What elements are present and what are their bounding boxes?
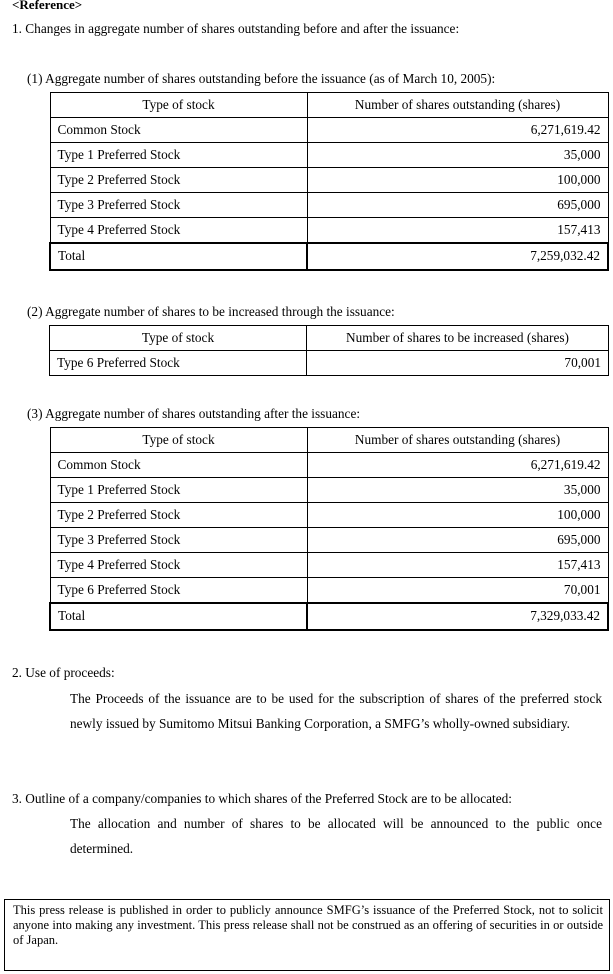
column-header-type: Type of stock: [50, 428, 307, 453]
table-row: [50, 193, 608, 218]
section1-heading: 1. Changes in aggregate number of shares outstanding before and after the issuance:: [12, 21, 460, 36]
stock-type-cell: Common Stock: [50, 453, 307, 478]
table-row: [50, 118, 608, 143]
column-header-type: Type of stock: [50, 326, 307, 351]
stock-type-cell: Type 2 Preferred Stock: [50, 503, 307, 528]
reference-label: <Reference>: [12, 0, 83, 12]
stock-type-cell: Type 1 Preferred Stock: [50, 143, 307, 168]
shares-cell: 35,000: [307, 143, 608, 168]
shares-cell: 157,413: [307, 218, 608, 243]
shares-increase-table: [49, 325, 609, 376]
total-row: [50, 243, 608, 270]
disclaimer-text: This press release is published in order to publicly announce SMFG’s issuance of the Preferred Stock, not to solicit anyone into making any investment. This press release shall not be construed as an offering of securities in or outside of Japan.: [13, 903, 603, 947]
table-row: [50, 168, 608, 193]
table-row: [50, 453, 608, 478]
table-row: [50, 578, 608, 603]
shares-cell: 695,000: [307, 528, 608, 553]
shares-cell: 6,271,619.42: [307, 453, 608, 478]
stock-type-cell: Type 4 Preferred Stock: [50, 218, 307, 243]
table-row: [50, 218, 608, 243]
shares-after-table: [49, 427, 609, 631]
stock-type-cell: Type 6 Preferred Stock: [50, 578, 307, 603]
stock-type-cell: Type 3 Preferred Stock: [50, 528, 307, 553]
table-row: [50, 478, 608, 503]
table-header-row: [50, 93, 608, 118]
table-header-row: [50, 326, 609, 351]
table-row: [50, 553, 608, 578]
shares-cell: 100,000: [307, 168, 608, 193]
column-header-type: Type of stock: [50, 93, 307, 118]
section2-text: The Proceeds of the issuance are to be used for the subscription of shares of the preferred stock newly issued by Sumitomo Mitsui Banking Corporation, a SMFG’s wholly-owned subsidiary.: [70, 691, 602, 731]
shares-cell: 6,271,619.42: [307, 118, 608, 143]
table-before-title: (1) Aggregate number of shares outstanding before the issuance (as of March 10, 2005):: [27, 71, 496, 86]
section2-heading: 2. Use of proceeds:: [12, 665, 115, 680]
table-row: [50, 503, 608, 528]
total-label: Total: [50, 243, 307, 270]
shares-before-table: [49, 92, 609, 271]
shares-cell: 70,001: [307, 578, 608, 603]
table-after-title: (3) Aggregate number of shares outstanding after the issuance:: [27, 406, 361, 421]
section3-heading: 3. Outline of a company/companies to which shares of the Preferred Stock are to be allocated:: [12, 791, 512, 806]
stock-type-cell: Common Stock: [50, 118, 307, 143]
section3-text: The allocation and number of shares to be allocated will be announced to the public once determined.: [70, 816, 602, 856]
disclaimer-box: [4, 899, 610, 971]
shares-cell: 157,413: [307, 553, 608, 578]
table-row: [50, 351, 609, 376]
stock-type-cell: Type 1 Preferred Stock: [50, 478, 307, 503]
table-row: [50, 528, 608, 553]
stock-type-cell: Type 2 Preferred Stock: [50, 168, 307, 193]
column-header-shares: Number of shares outstanding (shares): [307, 93, 608, 118]
stock-type-cell: Type 6 Preferred Stock: [50, 351, 307, 376]
table-increase-title: (2) Aggregate number of shares to be increased through the issuance:: [27, 304, 395, 319]
shares-cell: 695,000: [307, 193, 608, 218]
table-header-row: [50, 428, 608, 453]
shares-cell: 35,000: [307, 478, 608, 503]
shares-cell: 70,001: [307, 351, 609, 376]
total-value: 7,259,032.42: [307, 243, 608, 270]
stock-type-cell: Type 3 Preferred Stock: [50, 193, 307, 218]
stock-type-cell: Type 4 Preferred Stock: [50, 553, 307, 578]
total-value: 7,329,033.42: [307, 603, 608, 630]
column-header-shares: Number of shares outstanding (shares): [307, 428, 608, 453]
total-row: [50, 603, 608, 630]
column-header-shares: Number of shares to be increased (shares): [307, 326, 609, 351]
total-label: Total: [50, 603, 307, 630]
shares-cell: 100,000: [307, 503, 608, 528]
table-row: [50, 143, 608, 168]
